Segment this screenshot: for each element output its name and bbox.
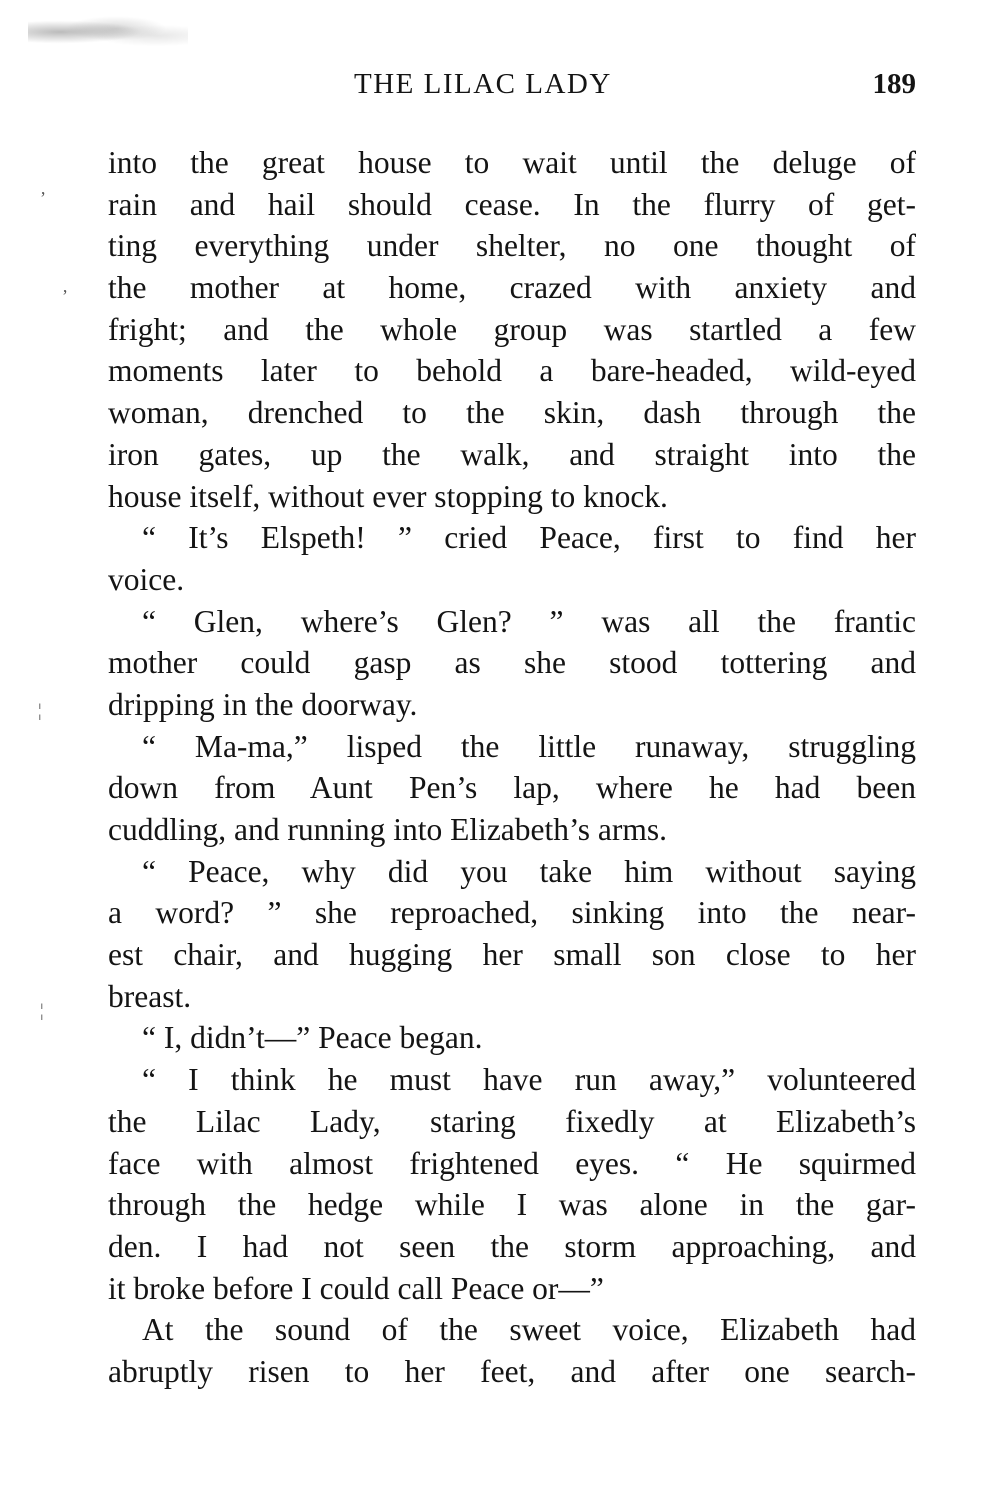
text-line: iron gates, up the walk, and straight into the — [108, 436, 916, 472]
text-line: the mother at home, crazed with anxiety and — [108, 270, 916, 306]
margin-speck: ‚ — [62, 276, 68, 296]
text-line: dripping in the doorway. — [108, 686, 418, 722]
text-line: est chair, and hugging her small son close to her — [108, 937, 916, 973]
text-line: woman, drenched to the skin, dash through the — [108, 395, 916, 431]
scan-smudge — [28, 14, 188, 50]
text-line: At the sound of the sweet voice, Elizabeth had — [142, 1312, 916, 1348]
running-header — [108, 68, 916, 108]
text-line: house itself, without ever stopping to knock. — [108, 478, 668, 514]
text-line: the Lilac Lady, staring fixedly at Elizabeth’s — [108, 1103, 916, 1139]
text-line: moments later to behold a bare-headed, wild-eyed — [108, 353, 916, 389]
text-line: mother could gasp as she stood tottering and — [108, 645, 916, 681]
page-number: 189 — [872, 68, 916, 100]
text-line: “ It’s Elspeth! ” cried Peace, first to find her — [142, 520, 916, 556]
text-line: “ I think he must have run away,” volunteered — [142, 1062, 916, 1098]
text-line: “ I, didn’t—” Peace began. — [142, 1020, 483, 1056]
margin-speck: ¦ — [38, 700, 42, 720]
text-line: rain and hail should cease. In the flurry of get- — [108, 186, 916, 222]
body-text — [108, 142, 916, 1393]
text-line: fright; and the whole group was startled a few — [108, 311, 916, 347]
margin-speck: ¦ — [40, 1000, 44, 1020]
text-line: “ Peace, why did you take him without saying — [142, 853, 916, 889]
text-line: face with almost frightened eyes. “ He squirmed — [108, 1145, 916, 1181]
margin-speck: ’ — [40, 188, 46, 208]
text-line: through the hedge while I was alone in the gar- — [108, 1187, 916, 1223]
text-line: cuddling, and running into Elizabeth’s arms. — [108, 812, 668, 847]
text-line: den. I had not seen the storm approaching, and — [108, 1228, 916, 1264]
text-line: ting everything under shelter, no one thought of — [108, 228, 916, 264]
text-line: “ Ma-ma,” lisped the little runaway, struggling — [142, 728, 916, 764]
text-line: down from Aunt Pen’s lap, where he had been — [108, 770, 916, 806]
text-line: breast. — [108, 978, 192, 1014]
text-line: abruptly risen to her feet, and after one search- — [108, 1353, 916, 1389]
text-line: into the great house to wait until the deluge of — [108, 145, 916, 180]
text-line: a word? ” she reproached, sinking into the near- — [108, 895, 916, 931]
text-line: “ Glen, where’s Glen? ” was all the frantic — [142, 603, 916, 639]
text-line: voice. — [108, 561, 185, 597]
running-title: THE LILAC LADY — [354, 68, 612, 100]
text-line: it broke before I could call Peace or—” — [108, 1270, 604, 1306]
